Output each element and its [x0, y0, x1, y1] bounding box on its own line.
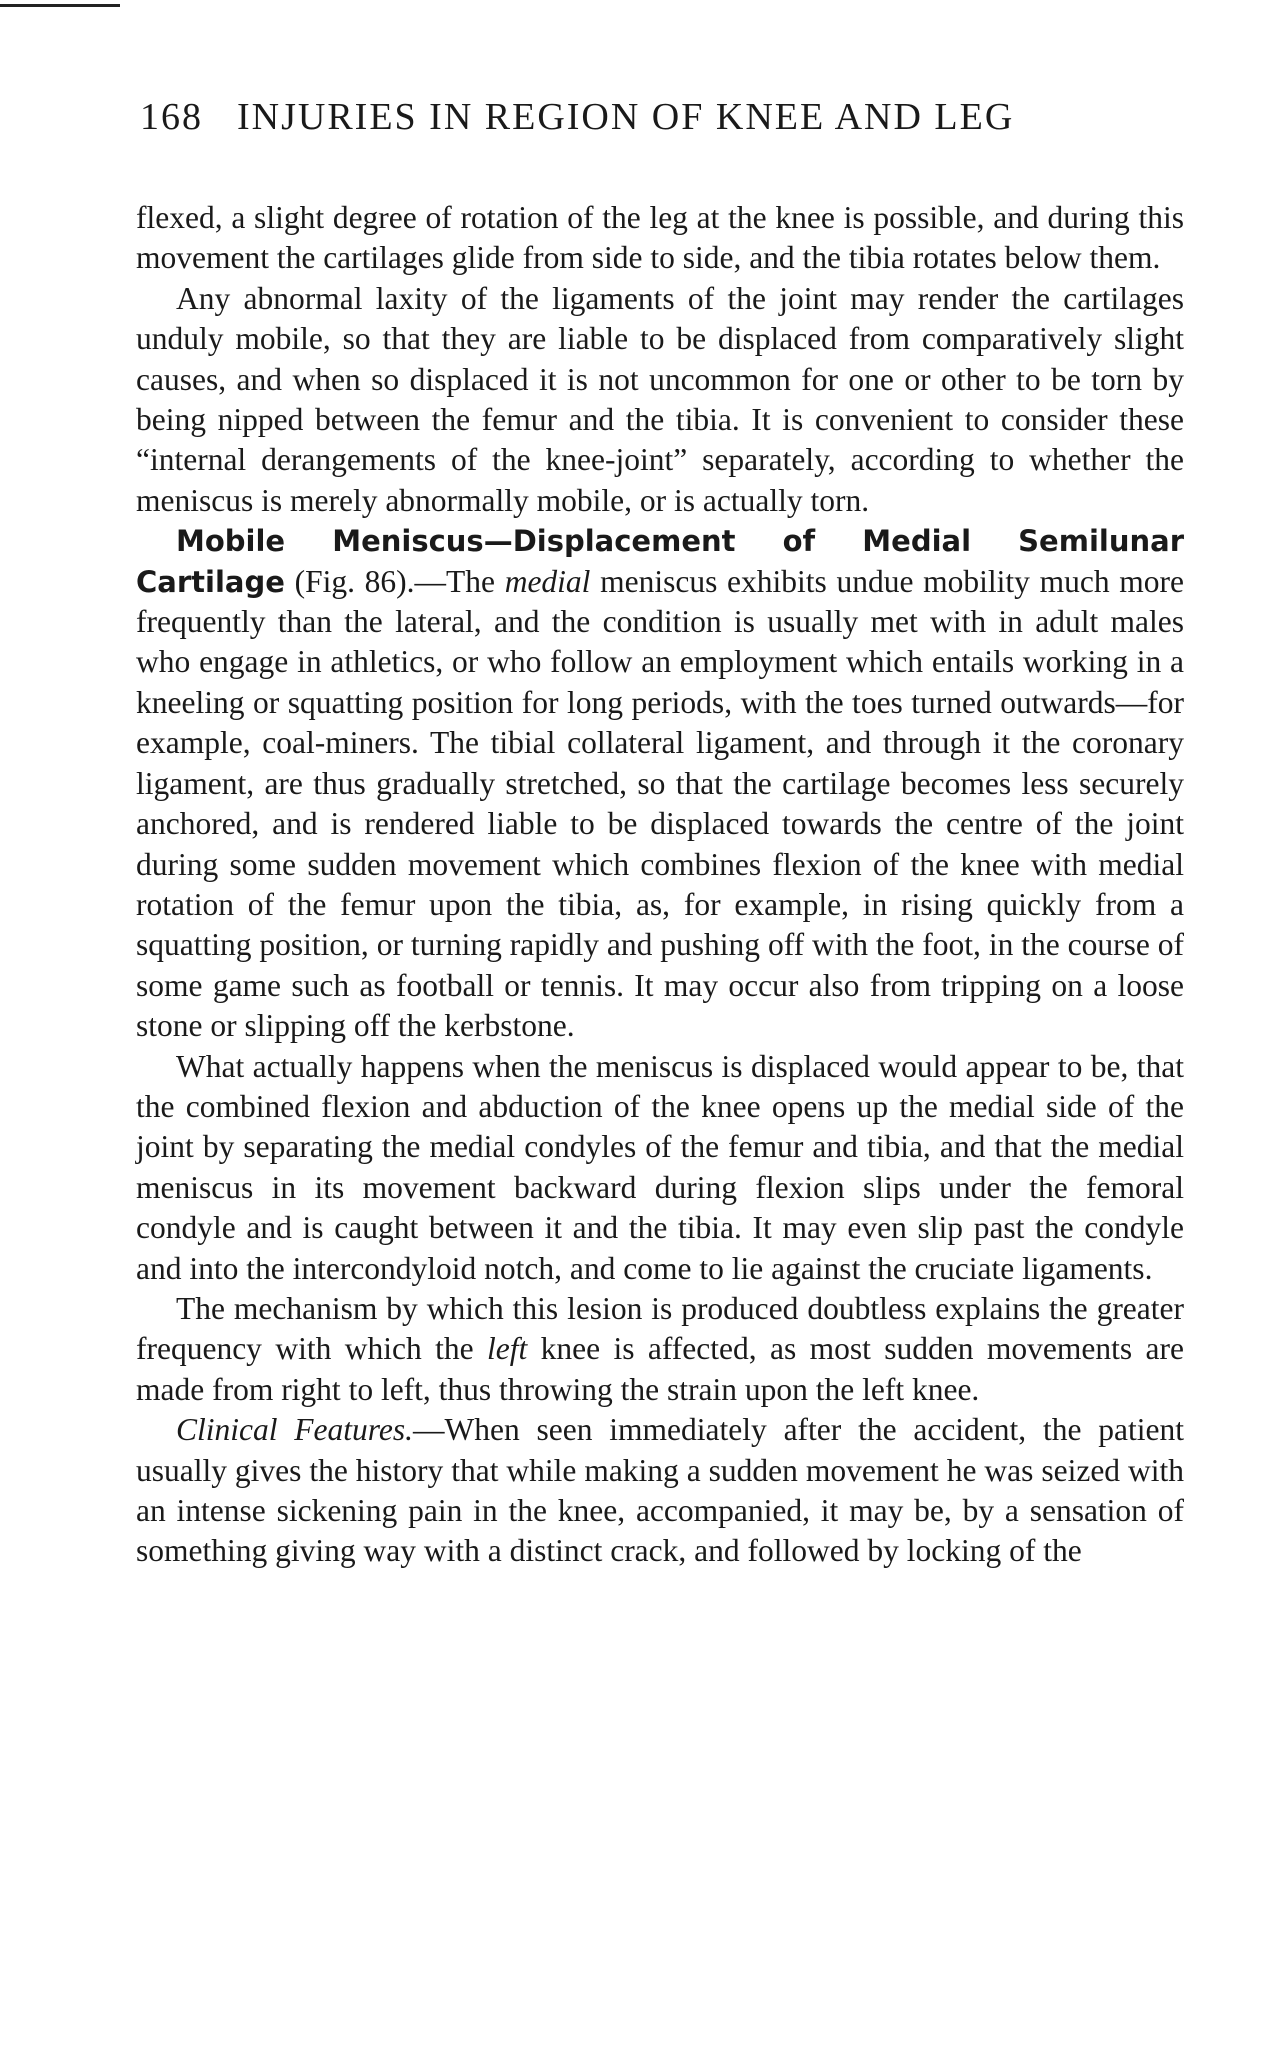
- paragraph-clinical-features-body: —When seen immediately after the accident, the patient usually gives the history that while making a sudden movement he was seized with an intense sickening pain in the knee, accompanied, it may be, by a sensation of something giving way with a distinct crack, and followed by locking of the: [136, 1412, 1184, 1569]
- paragraph-continuation: flexed, a slight degree of rotation of the leg at the knee is possible, and during this movement the cartilages glide from side to side, and the tibia rotates below them.: [136, 200, 1184, 276]
- emphasis-medial: medial: [504, 563, 591, 599]
- paragraph-left-knee: [136, 1289, 1184, 1410]
- paragraph-left-knee-before: The mechanism by which this lesion is produced doubtless explains the greater frequency with which the: [136, 1290, 1184, 1367]
- paragraph-mobile-meniscus-body: meniscus exhibits undue mobility much more frequently than the lateral, and the condition is usually met with in adult males who engage in athletics, or who follow an employment which entails working in a kneeling or squatting position for long periods, with the toes turned outwards—for example, coal-miners. The tibial collateral ligament, and through it the coronary ligament, are thus gradually stretched, so that the cartilage becomes less securely anchored, and is rendered liable to be displaced towards the centre of the joint during some sudden movement which combines flexion of the knee with medial rotation of the femur upon the tibia, as, for example, in rising quickly from a squatting position, or turning rapidly and pushing off with the foot, in the course of some game such as football or tennis. It may occur also from tripping on a loose stone or slipping off the kerbstone.: [136, 563, 1184, 1044]
- scan-edge-rule: [0, 4, 120, 7]
- running-header: [140, 98, 1185, 136]
- body-text: [136, 198, 1184, 1572]
- emphasis-left: left: [486, 1331, 528, 1367]
- running-title: INJURIES IN REGION OF KNEE AND LEG: [237, 96, 1015, 138]
- paragraph-mobile-meniscus: [136, 521, 1184, 1046]
- paragraph-clinical-features: [136, 1410, 1184, 1572]
- paragraph-left-knee-after: knee is affected, as most sudden movements are made from right to left, thus throwing the strain upon the left knee.: [136, 1331, 1185, 1407]
- section-heading-mobile-meniscus: Mobile Meniscus—Displacement of Medial Semilunar Cartilage: [136, 524, 1184, 599]
- subheading-clinical-features: Clinical Features.: [176, 1412, 413, 1448]
- paragraph-mechanism-displacement: What actually happens when the meniscus is displaced would appear to be, that the combined flexion and abduction of the knee opens up the medial side of the joint by separating the medial condyles of the femur and tibia, and that the medial meniscus in its movement backward during flexion slips under the femoral condyle and is caught between it and the tibia. It may even slip past the condyle and into the intercondyloid notch, and come to lie against the cruciate ligaments.: [136, 1048, 1184, 1286]
- paragraph-internal-derangements: Any abnormal laxity of the ligaments of the joint may render the cartilages unduly mobile, so that they are liable to be displaced from comparatively slight causes, and when so displaced it is not uncommon for one or other to be torn by being nipped between the femur and the tibia. It is convenient to consider these “internal derangements of the knee-joint” separately, according to whether the meniscus is merely abnormally mobile, or is actually torn.: [136, 280, 1184, 518]
- page-number: 168: [140, 96, 203, 138]
- figure-reference: (Fig. 86).—The: [284, 563, 505, 599]
